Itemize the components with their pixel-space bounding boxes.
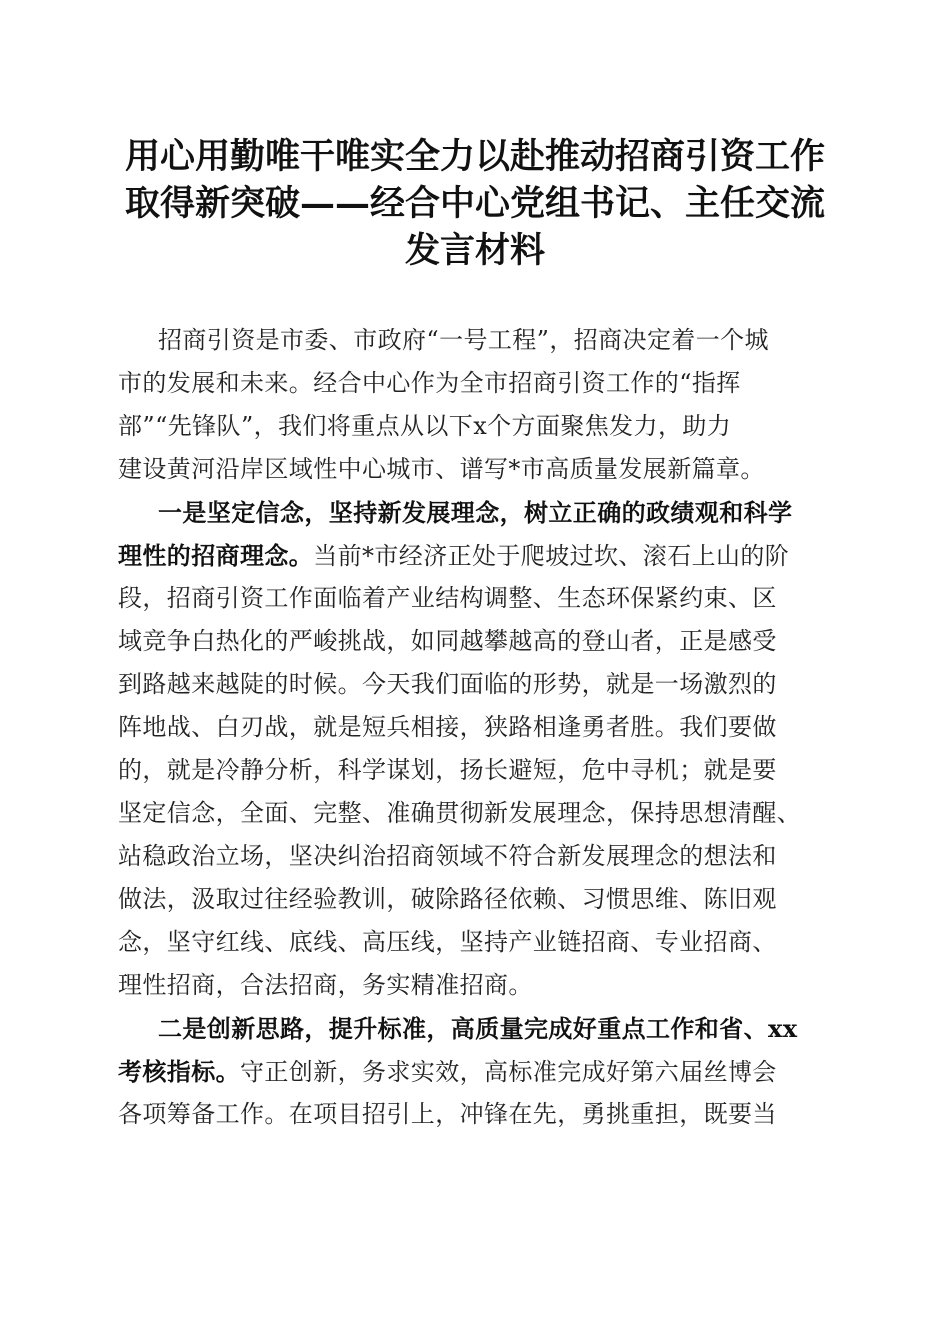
- text-run: 当前*市经济正处于爬坡过坎、滚石上山的阶: [313, 542, 790, 570]
- point-one-heading: 一是坚定信念，坚持新发展理念，树立正确的政绩观和科学: [158, 498, 793, 527]
- text-line: 域竞争白热化的严峻挑战，如同越攀越高的登山者，正是感受: [118, 627, 777, 655]
- document-body: [118, 319, 828, 1136]
- point-two-heading-end: 考核指标。: [118, 1057, 240, 1086]
- text-line: 站稳政治立场，坚决纠治招商领域不符合新发展理念的想法和: [118, 842, 777, 870]
- paragraph-intro: [118, 319, 828, 491]
- text-line: 招商引资是市委、市政府“一号工程”，招商决定着一个城: [158, 326, 769, 354]
- text-line: 念，坚守红线、底线、高压线，坚持产业链招商、专业招商、: [118, 928, 777, 956]
- title-line-3: 发言材料: [404, 230, 545, 271]
- text-line: 阵地战、白刃战，就是短兵相接，狭路相逢勇者胜。我们要做: [118, 713, 777, 741]
- text-line: 理性招商，合法招商，务实精准招商。: [118, 971, 533, 999]
- text-line: 建设黄河沿岸区域性中心城市、谱写*市高质量发展新篇章。: [118, 455, 765, 483]
- text-line: 市的发展和未来。经合中心作为全市招商引资工作的“指挥: [118, 369, 741, 397]
- text-line: 各项筹备工作。在项目招引上，冲锋在先，勇挑重担，既要当: [118, 1100, 777, 1128]
- text-line: [118, 1050, 828, 1093]
- paragraph-point-one: [118, 491, 828, 1007]
- text-run: 守正创新，务求实效，高标准完成好第六届丝博会: [240, 1058, 777, 1086]
- title-line-2: 取得新突破——经合中心党组书记、主任交流: [124, 183, 825, 224]
- document-title: [110, 133, 840, 274]
- title-line-1: 用心用勤唯干唯实全力以赴推动招商引资工作: [124, 136, 825, 177]
- point-one-heading-end: 理性的招商理念。: [118, 541, 314, 570]
- text-line: 做法，汲取过往经验教训，破除路径依赖、习惯思维、陈旧观: [118, 885, 777, 913]
- point-two-heading: 二是创新思路，提升标准，高质量完成好重点工作和省、xx: [158, 1014, 798, 1043]
- paragraph-point-two: [118, 1007, 828, 1136]
- text-line: 部”“先锋队”，我们将重点从以下x个方面聚焦发力，助力: [118, 412, 732, 440]
- text-line: 到路越来越陡的时候。今天我们面临的形势，就是一场激烈的: [118, 670, 777, 698]
- text-line: 坚定信念，全面、完整、准确贯彻新发展理念，保持思想清醒、: [118, 799, 802, 827]
- text-line: 段，招商引资工作面临着产业结构调整、生态环保紧约束、区: [118, 584, 777, 612]
- text-line: [118, 534, 828, 577]
- text-line: 的，就是冷静分析，科学谋划，扬长避短，危中寻机；就是要: [118, 756, 777, 784]
